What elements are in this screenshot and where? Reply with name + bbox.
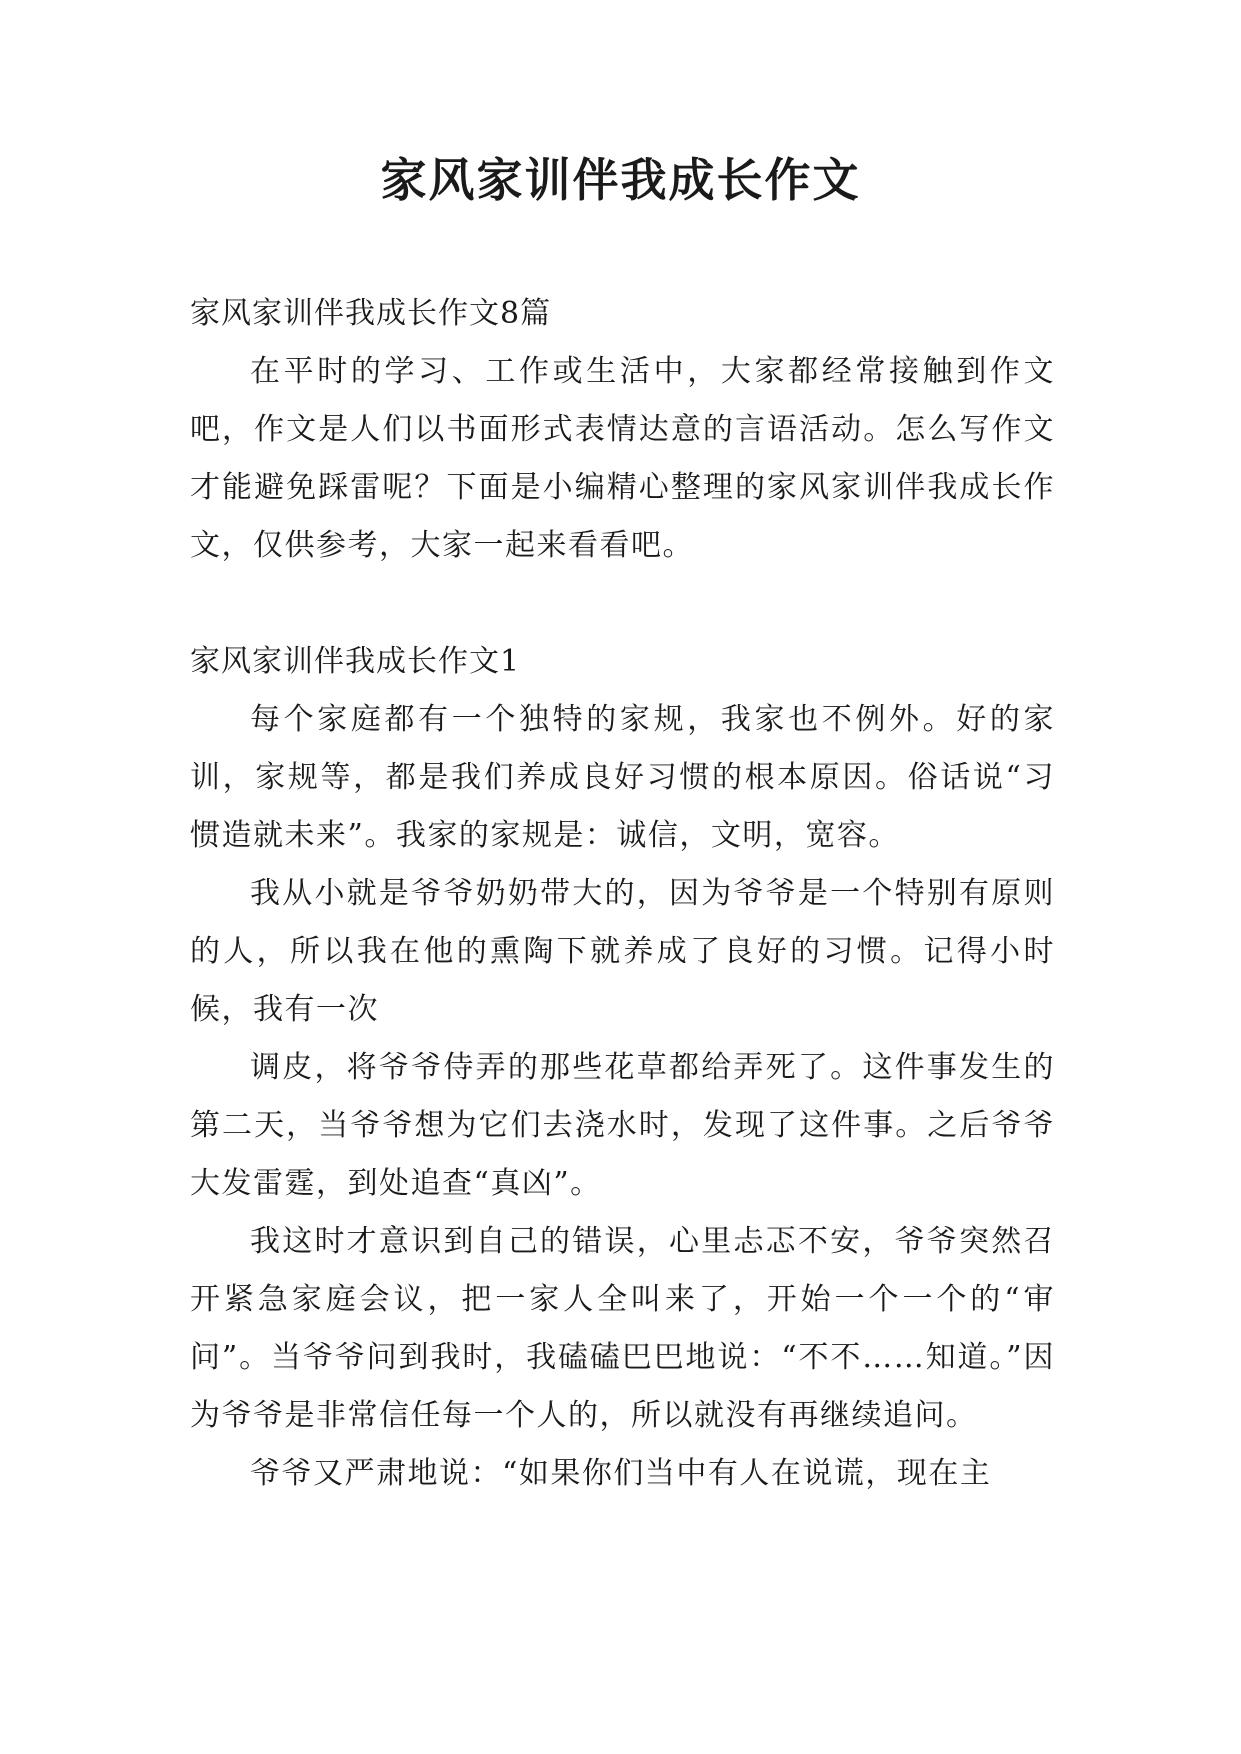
body-paragraph: 调皮，将爷爷侍弄的那些花草都给弄死了。这件事发生的第二天，当爷爷想为它们去浇水时，发现了这件事。之后爷爷大发雷霆，到处追查“真凶”。 — [190, 1050, 1055, 1201]
document-body — [190, 285, 1055, 1503]
intro-paragraph: 在平时的学习、工作或生活中，大家都经常接触到作文吧，作文是人们以书面形式表情达意的言语活动。怎么写作文才能避免踩雷呢？下面是小编精心整理的家风家训伴我成长作文，仅供参考，大家一起来看看吧。 — [190, 354, 1055, 563]
body-paragraph: 我从小就是爷爷奶奶带大的，因为爷爷是一个特别有原则的人，所以我在他的熏陶下就养成了良好的习惯。记得小时候，我有一次 — [190, 876, 1055, 1027]
section-heading: 家风家训伴我成长作文8篇 — [190, 296, 552, 331]
section-spacer — [190, 575, 1055, 633]
body-paragraph: 爷爷又严肃地说：“如果你们当中有人在说谎，现在主 — [250, 1456, 992, 1491]
document-title: 家风家训伴我成长作文 — [380, 153, 861, 207]
section-heading: 家风家训伴我成长作文1 — [190, 644, 521, 679]
body-paragraph: 我这时才意识到自己的错误，心里忐忑不安，爷爷突然召开紧急家庭会议，把一家人全叫来了，开始一个一个的“审问”。当爷爷问到我时，我磕磕巴巴地说：“不不……知道。”因为爷爷是非常信任每一个人的，所以就没有再继续追问。 — [190, 1224, 1055, 1433]
body-paragraph: 每个家庭都有一个独特的家规，我家也不例外。好的家训，家规等，都是我们养成良好习惯的根本原因。俗话说“习惯造就未来”。我家的家规是：诚信，文明，宽容。 — [190, 702, 1055, 853]
